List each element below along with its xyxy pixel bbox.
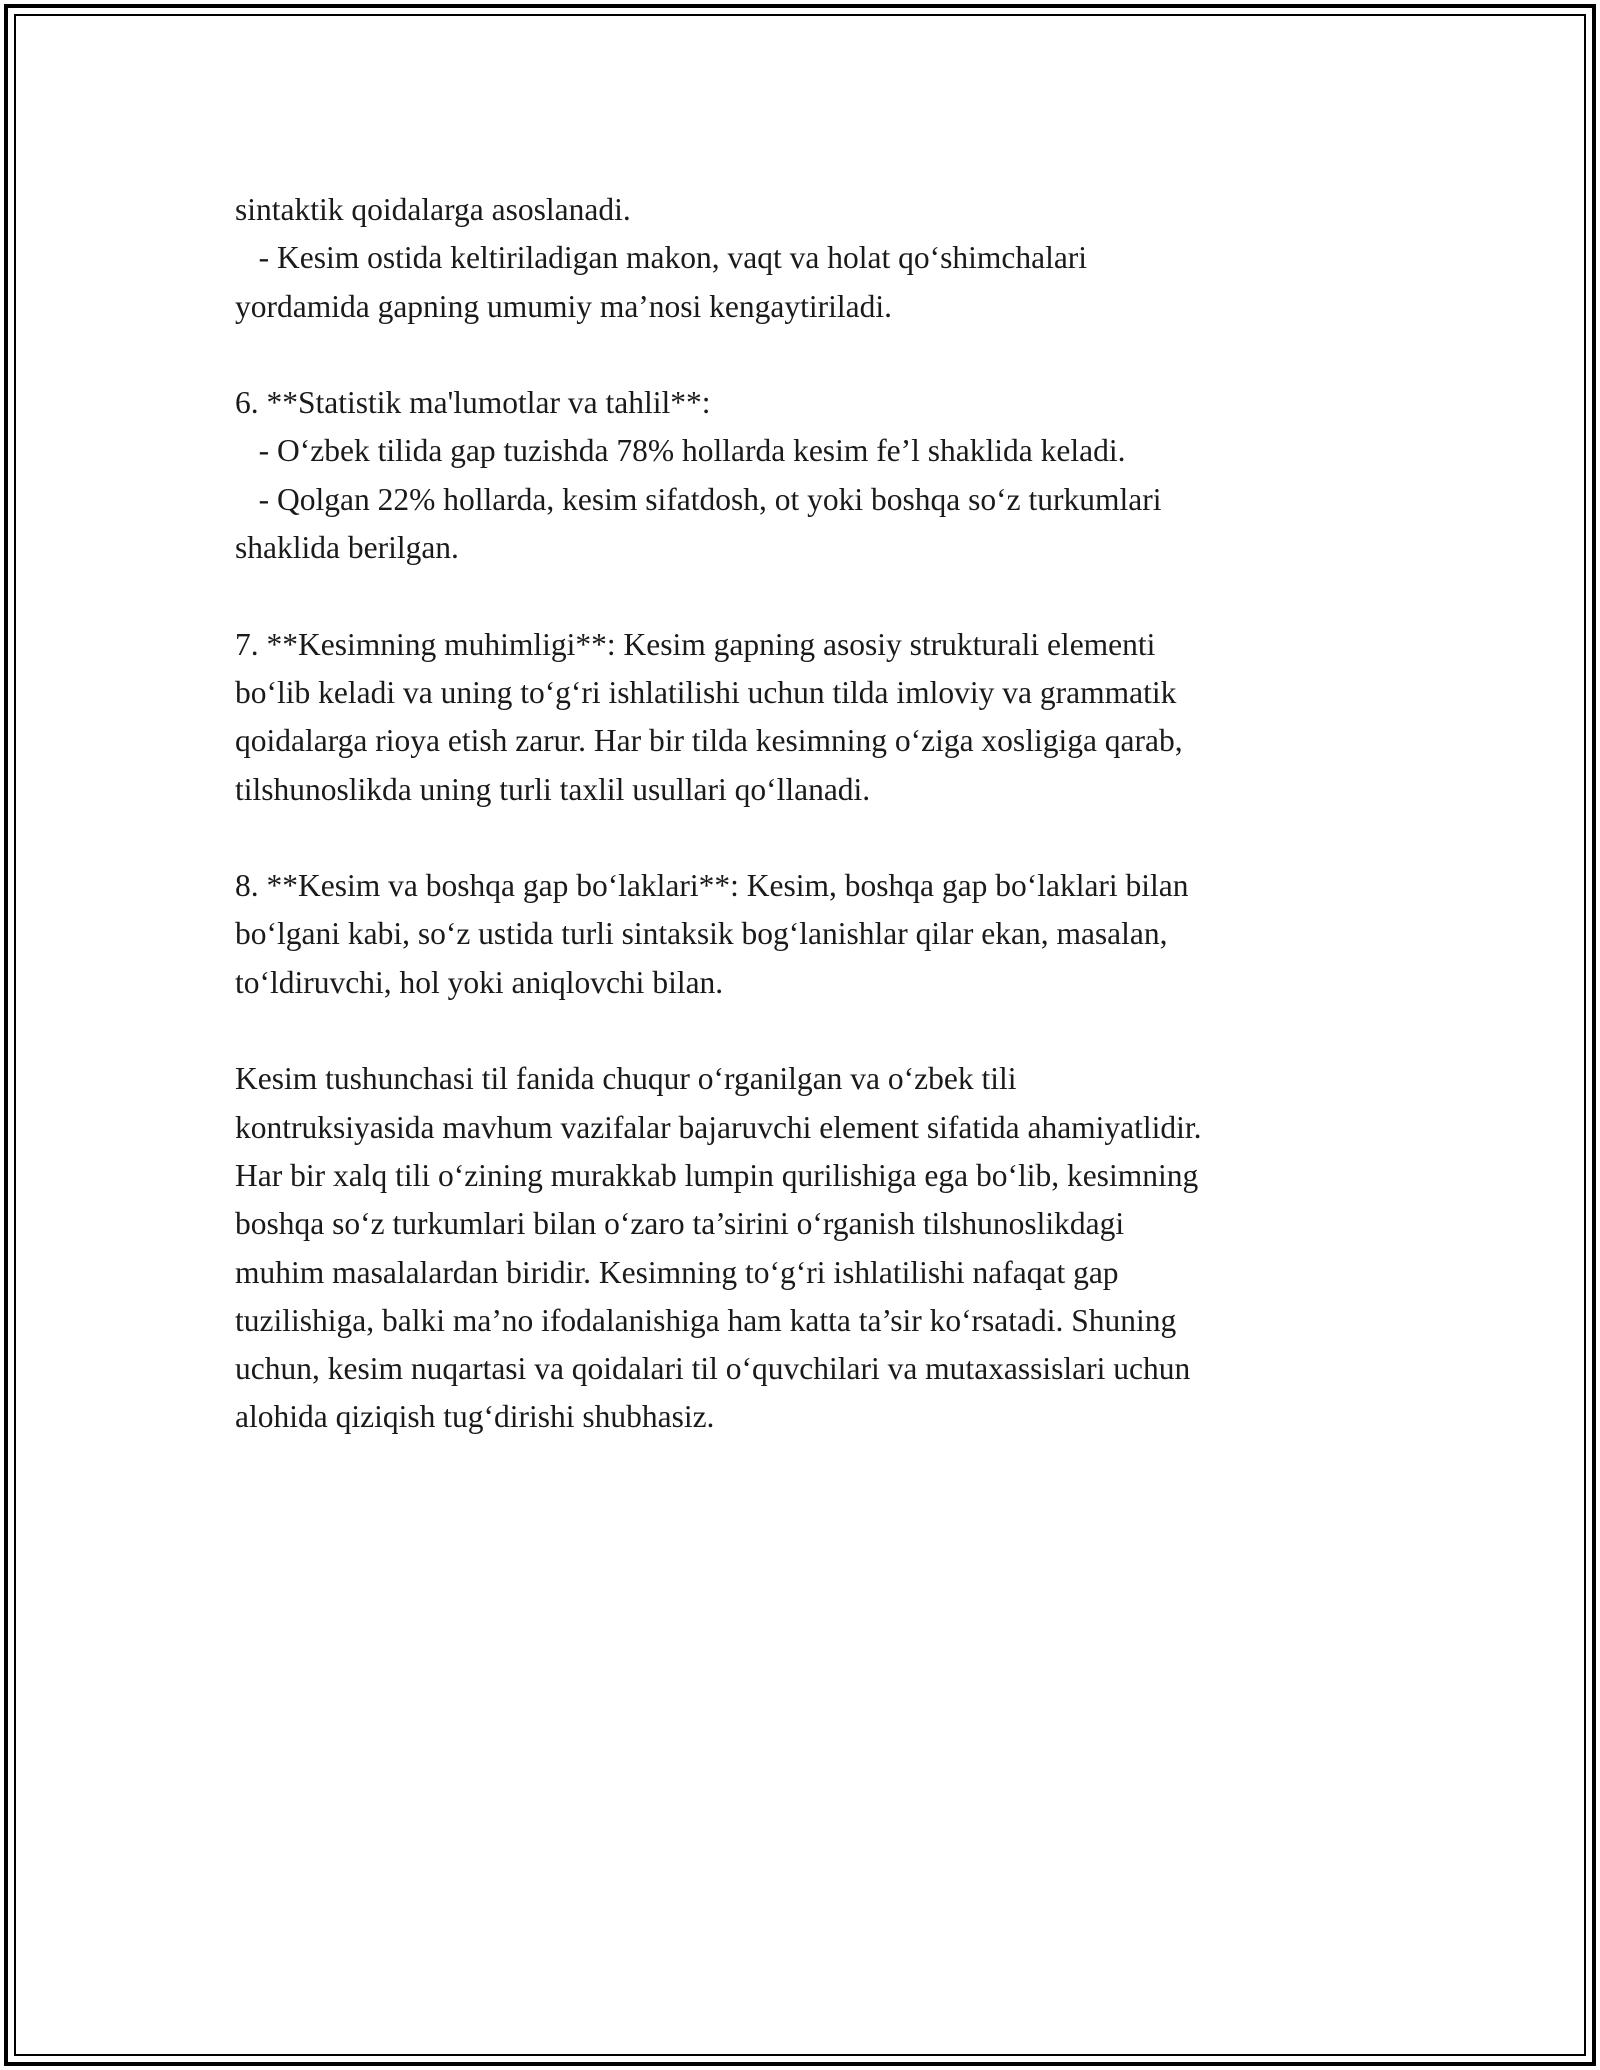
text-line: muhim masalalardan biridir. Kesimning to‘g‘ri ishlatilishi nafaqat gap (235, 1254, 1119, 1290)
text-line: tuzilishiga, balki ma’no ifodalanishiga ham katta ta’sir ko‘rsatadi. Shuning (235, 1302, 1177, 1338)
text-line: kontruksiyasida mavhum vazifalar bajaruvchi element sifatida ahamiyatlidir. (235, 1109, 1202, 1145)
section-heading-line: 6. **Statistik ma'lumotlar va tahlil**: (235, 385, 711, 421)
list-item-line: - Qolgan 22% hollarda, kesim sifatdosh, ot yoki boshqa so‘z turkumlari (235, 481, 1162, 517)
section-7-importance (235, 621, 1375, 814)
text-line: boshqa so‘z turkumlari bilan o‘zaro ta’sirini o‘rganish tilshunoslikdagi (235, 1206, 1125, 1242)
text-line: yordamida gapning umumiy ma’nosi kengaytiriladi. (235, 288, 892, 324)
document-body (235, 186, 1375, 1442)
text-line: to‘ldiruvchi, hol yoki aniqlovchi bilan. (235, 964, 724, 1000)
text-line: qoidalarga rioya etish zarur. Har bir tilda kesimning o‘ziga xosligiga qarab, (235, 723, 1183, 759)
paragraph-spacer (235, 331, 1375, 379)
text-line: bo‘lib keladi va uning to‘g‘ri ishlatilishi uchun tilda imloviy va grammatik (235, 674, 1177, 710)
text-line: tilshunoslikda uning turli taxlil usullari qo‘llanadi. (235, 771, 871, 807)
section-heading-line: 7. **Kesimning muhimligi**: Kesim gapning asosiy strukturali elementi (235, 626, 1156, 662)
paragraph-spacer (235, 572, 1375, 620)
text-line: alohida qiziqish tug‘dirishi shubhasiz. (235, 1399, 715, 1435)
paragraph-spacer (235, 814, 1375, 862)
list-item-line: - O‘zbek tilida gap tuzishda 78% hollarda kesim fe’l shaklida keladi. (235, 433, 1126, 469)
section-8-other-parts (235, 862, 1375, 1007)
text-line: Kesim tushunchasi til fanida chuqur o‘rganilgan va o‘zbek tili (235, 1061, 1017, 1097)
section-6-statistics (235, 379, 1375, 572)
paragraph-spacer (235, 1007, 1375, 1055)
text-line: bo‘lgani kabi, so‘z ustida turli sintaksik bog‘lanishlar qilar ekan, masalan, (235, 916, 1168, 952)
text-line: Har bir xalq tili o‘zining murakkab lumpin qurilishiga ega bo‘lib, kesimning (235, 1157, 1199, 1193)
conclusion-paragraph (235, 1055, 1375, 1441)
intro-paragraph (235, 186, 1375, 331)
text-line: sintaktik qoidalarga asoslanadi. (235, 192, 631, 227)
text-line: uchun, kesim nuqartasi va qoidalari til o‘quvchilari va mutaxassislari uchun (235, 1351, 1191, 1387)
section-heading-line: 8. **Kesim va boshqa gap bo‘laklari**: Kesim, boshqa gap bo‘laklari bilan (235, 868, 1189, 904)
text-line: - Kesim ostida keltiriladigan makon, vaqt va holat qo‘shimchalari (235, 240, 1088, 276)
text-line: shaklida berilgan. (235, 530, 459, 566)
